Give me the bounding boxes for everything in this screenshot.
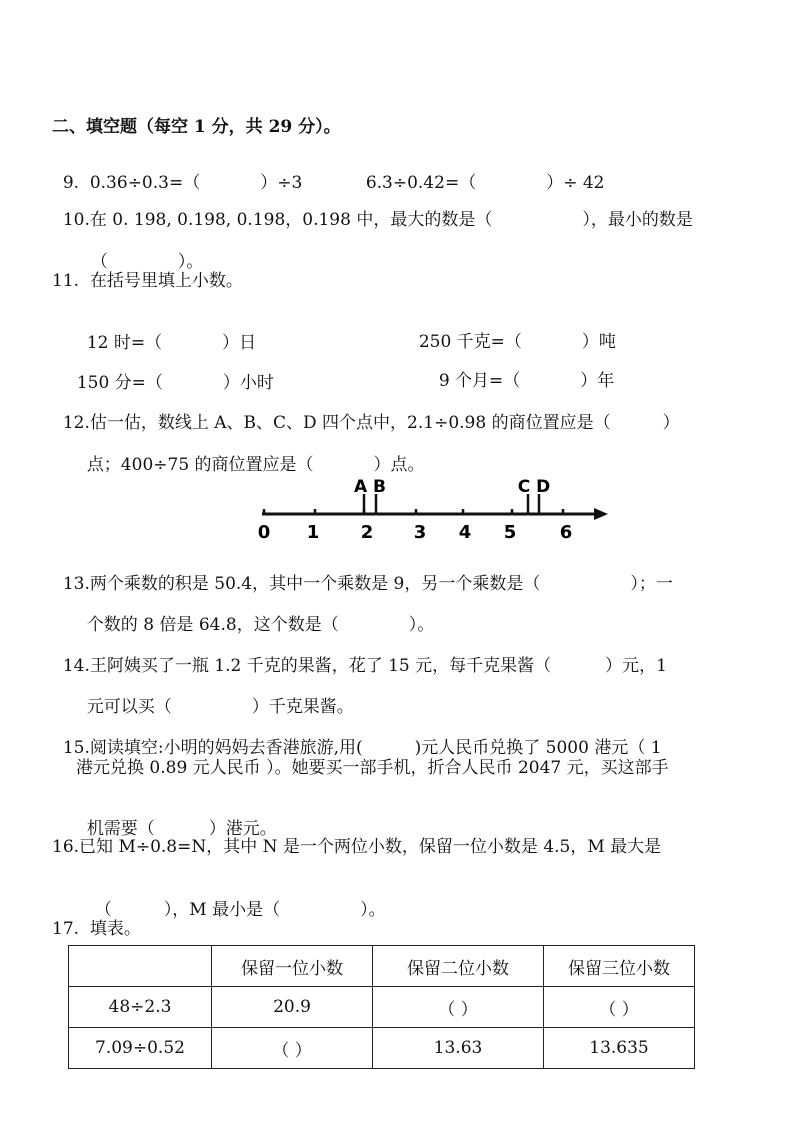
q13-part-c: 个数的 8 倍是 64.8，这个数是（ [86, 615, 339, 635]
q16-part-d: ）。 [360, 900, 386, 920]
q15-part-b: )元人民币兑换了 5000 港元（ 1 [414, 738, 662, 758]
q11-r1d: ）吨 [581, 332, 616, 352]
q11-row-2-right [428, 348, 614, 392]
question-15-line-3 [76, 796, 277, 840]
table-header-cell [69, 946, 212, 987]
question-15-line-1 [52, 715, 662, 759]
table-cell: 13.63 [373, 1028, 544, 1069]
q12-part-a: 12.估一估，数线上 A、B、C、D 四个点中，2.1÷0.98 的商位置应是（ [62, 413, 611, 433]
question-13-line-1 [52, 551, 673, 595]
q9-part-a: 9. 0.36÷0.3=（ [62, 173, 201, 193]
table-cell-blank[interactable]: （ ） [544, 987, 695, 1028]
question-12-line-1 [52, 390, 680, 434]
q11-r1b: ）日 [222, 333, 257, 353]
question-17-title: 17. 填表。 [52, 919, 141, 939]
tick-label-6: 6 [559, 522, 573, 543]
q11-row-2-left [66, 350, 274, 394]
q14-part-c: 元可以买（ [86, 697, 172, 717]
question-15-line-2: 港元兑换 0.89 元人民币 ）。她要买一部手机，折合人民币 2047 元，买这部手 [76, 758, 669, 778]
q14-part-d: ）千克果酱。 [251, 697, 354, 717]
section-title: 二、填空题（每空 1 分，共 29 分）。 [52, 117, 341, 137]
q9-part-c: 6.3÷0.42=（ [365, 173, 477, 193]
tick-label-3: 3 [413, 522, 427, 543]
label-ab: A B [353, 477, 387, 497]
q13-part-d: ）。 [408, 615, 435, 635]
q10-part-a: 10.在 0. 198, 0.198, 0.198，0.198 中，最大的数是（ [62, 210, 493, 230]
q11-r2a: 150 分=（ [76, 373, 163, 393]
tick-label-4: 4 [458, 522, 472, 543]
table-cell: 7.09÷0.52 [69, 1028, 212, 1069]
tick-label-1: 1 [306, 522, 320, 543]
table-row [69, 987, 695, 1028]
q11-r2b: ）小时 [222, 373, 274, 393]
tick-label-5: 5 [503, 522, 517, 543]
q11-r1c: 250 千克=（ [418, 332, 522, 352]
q10-part-c: （ [90, 252, 108, 272]
q10-part-b: ），最小的数是 [582, 210, 693, 230]
tick-label-0: 0 [257, 522, 271, 543]
q13-part-b: ）；一 [630, 574, 673, 594]
q15-part-a: 15.阅读填空:小明的妈妈去香港旅游,用( [62, 738, 363, 758]
table-cell-blank[interactable]: （ ） [373, 987, 544, 1028]
q14-part-b: ）元，1 [605, 656, 667, 676]
number-line-arrow-icon [594, 508, 608, 520]
q11-row-1-left [76, 310, 256, 354]
q16-part-c: ），M 最小是（ [163, 900, 281, 920]
q9-part-b: ）÷3 [260, 173, 303, 193]
table-row [69, 1028, 695, 1069]
table-header-cell: 保留一位小数 [212, 946, 373, 987]
question-10-line-1 [52, 187, 693, 231]
table-header-row [69, 946, 695, 987]
table-cell: 48÷2.3 [69, 987, 212, 1028]
fill-in-table [68, 945, 695, 1069]
q15-part-d: 机需要（ [86, 819, 155, 839]
question-14-line-1 [52, 633, 667, 677]
number-line [250, 470, 620, 546]
table-cell: 20.9 [212, 987, 373, 1028]
q15-part-e: ）港元。 [208, 819, 277, 839]
question-14-line-2 [76, 674, 354, 718]
q11-r2d: ）年 [580, 371, 615, 391]
q11-r1a: 12 时=（ [86, 333, 163, 353]
table-cell: 13.635 [544, 1028, 695, 1069]
table-header-cell: 保留二位小数 [373, 946, 544, 987]
q11-r2c: 9 个月=（ [438, 371, 521, 391]
q10-part-d: ）。 [177, 252, 204, 272]
q12-part-d: ）点。 [373, 455, 425, 475]
q14-part-a: 14.王阿姨买了一瓶 1.2 千克的果酱，花了 15 元，每千克果酱（ [62, 656, 552, 676]
q13-part-a: 13.两个乘数的积是 50.4，其中一个乘数是 9，另一个乘数是（ [62, 574, 541, 594]
question-13-line-2 [76, 592, 434, 636]
tick-label-2: 2 [360, 522, 374, 543]
q12-part-b: ） [662, 413, 680, 433]
q9-part-d: ）÷ 42 [546, 173, 605, 193]
question-10-line-2 [80, 229, 203, 273]
question-11-title: 11. 在括号里填上小数。 [52, 271, 243, 291]
q12-part-c: 点；400÷75 的商位置应是（ [86, 455, 314, 475]
q16-part-b: （ [94, 900, 112, 920]
table-header-cell: 保留三位小数 [544, 946, 695, 987]
label-cd: C D [517, 477, 551, 497]
table-cell-blank[interactable]: （ ） [212, 1028, 373, 1069]
question-16-line-1: 16.已知 M÷0.8=N，其中 N 是一个两位小数，保留一位小数是 4.5，M 最大是 [52, 837, 662, 857]
question-16-line-2 [84, 877, 386, 921]
q11-row-1-right [408, 309, 616, 353]
